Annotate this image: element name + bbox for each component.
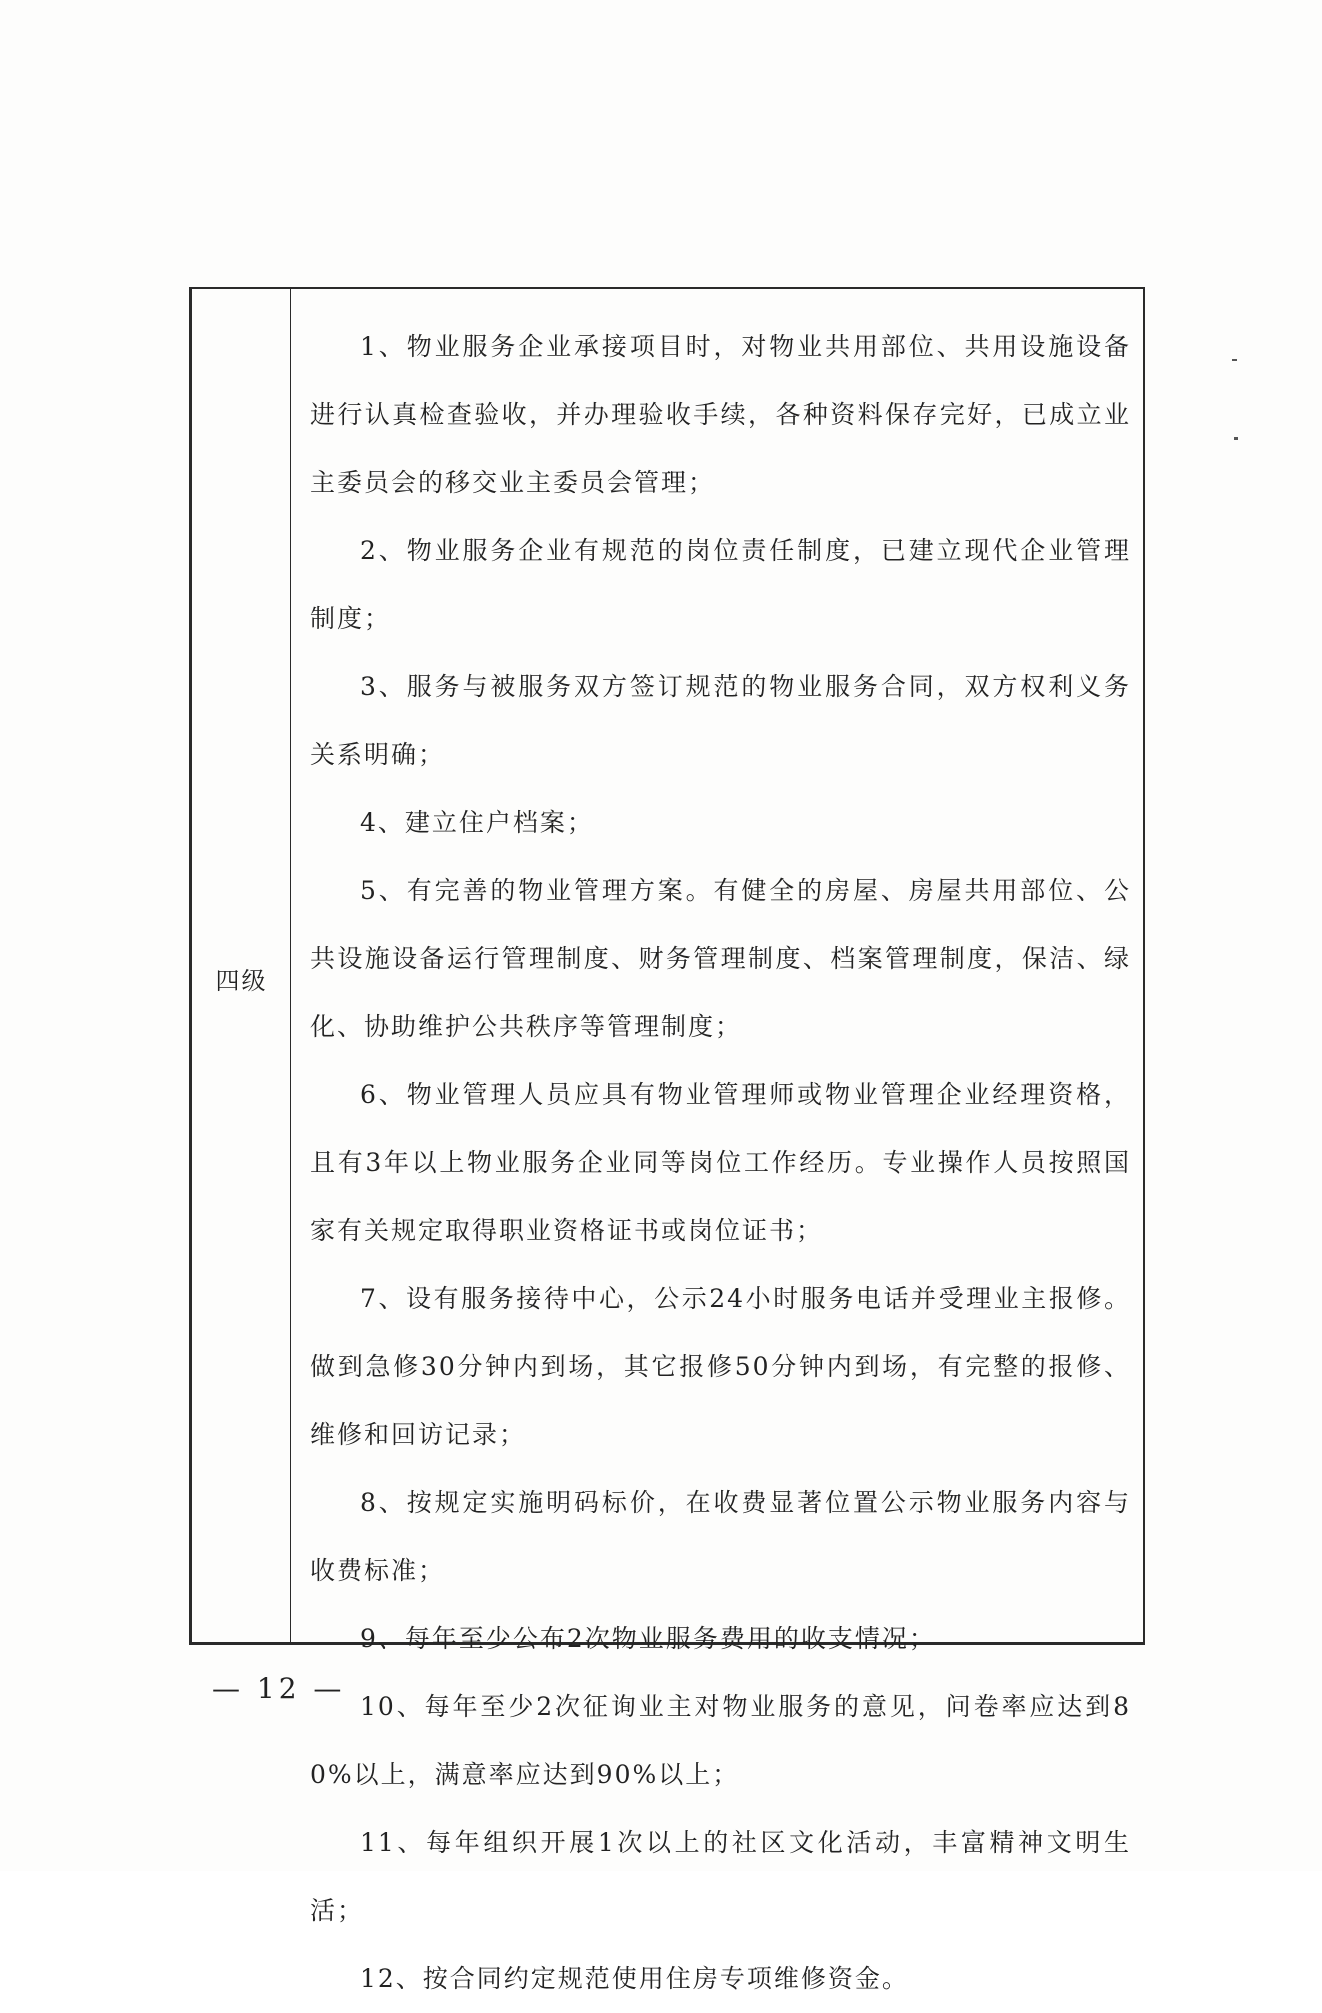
level-cell: [192, 289, 291, 1642]
requirement-item: 4、建立住户档案；: [360, 808, 594, 837]
requirement-item: 5、有完善的物业管理方案。有健全的房屋、房屋共用部位、公共设施设备运行管理制度、财务管理制度、档案管理制度，保洁、绿化、协助维护公共秩序等管理制度；: [310, 876, 1131, 1041]
standards-table: [189, 287, 1145, 1993]
page-number: — 12 —: [212, 1672, 346, 1705]
requirement-item: 10、每年至少2次征询业主对物业服务的意见，问卷率应达到80%以上，满意率应达到90%以上；: [310, 1692, 1131, 1789]
scan-speck: [1232, 359, 1237, 361]
level-label: 四级: [215, 967, 268, 995]
requirement-item: 11、每年组织开展1次以上的社区文化活动，丰富精神文明生活；: [310, 1828, 1131, 1925]
requirement-item: 1、物业服务企业承接项目时，对物业共用部位、共用设施设备进行认真检查验收，并办理验收手续，各种资料保存完好，已成立业主委员会的移交业主委员会管理；: [310, 332, 1131, 497]
requirement-item: 6、物业管理人员应具有物业管理师或物业管理企业经理资格，且有3年以上物业服务企业同等岗位工作经历。专业操作人员按照国家有关规定取得职业资格证书或岗位证书；: [310, 1080, 1131, 1245]
requirement-item: 8、按规定实施明码标价，在收费显著位置公示物业服务内容与收费标准；: [310, 1488, 1131, 1585]
requirement-item: 7、设有服务接待中心，公示24小时服务电话并受理业主报修。做到急修30分钟内到场，其它报修50分钟内到场，有完整的报修、维修和回访记录；: [310, 1284, 1131, 1449]
requirements-cell: [294, 289, 1143, 1993]
requirement-item: 3、服务与被服务双方签订规范的物业服务合同，双方权利义务关系明确；: [310, 672, 1131, 769]
scan-speck: [1234, 437, 1238, 440]
requirement-item: 2、物业服务企业有规范的岗位责任制度，已建立现代企业管理制度；: [310, 536, 1131, 633]
requirement-item: 9、每年至少公布2次物业服务费用的收支情况；: [360, 1624, 936, 1653]
requirement-item: 12、按合同约定规范使用住房专项维修资金。: [360, 1964, 909, 1993]
